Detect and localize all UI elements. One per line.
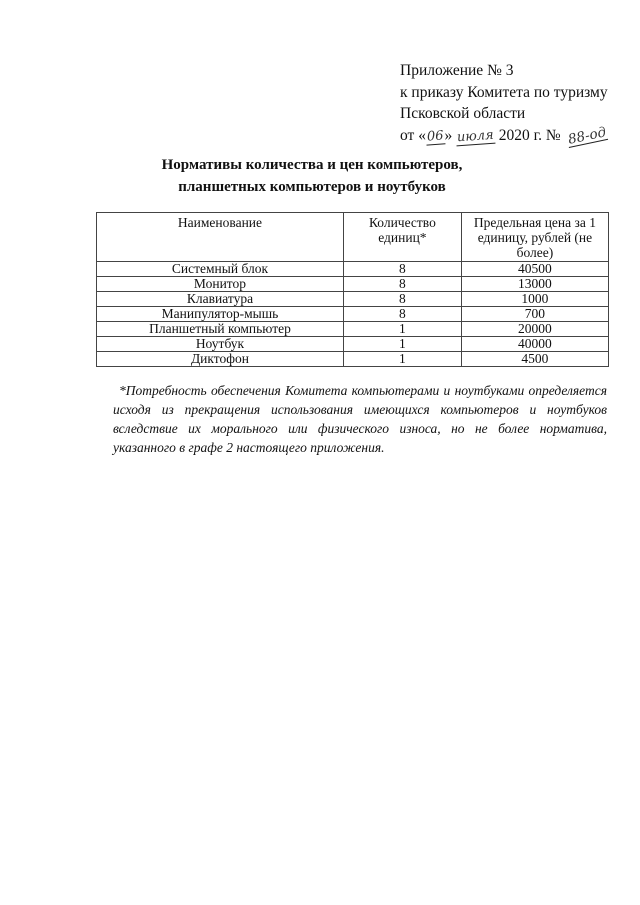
row-qty: 8 (343, 292, 461, 307)
row-qty: 1 (343, 352, 461, 367)
document-title (0, 154, 632, 198)
row-qty: 8 (343, 307, 461, 322)
handwritten-month: июля (456, 127, 495, 145)
row-name: Диктофон (97, 352, 344, 367)
appendix-block (400, 60, 630, 146)
row-price: 1000 (461, 292, 608, 307)
title-line-1: Нормативы количества и цен компьютеров, (161, 157, 463, 173)
table-row (97, 307, 609, 322)
row-price: 20000 (461, 322, 608, 337)
handwritten-day: 06 (426, 127, 444, 145)
table-row (97, 322, 609, 337)
row-price: 40500 (461, 262, 608, 277)
header-price: Предельная цена за 1 единицу, рублей (не более) (461, 213, 608, 262)
table-header-row (97, 213, 609, 262)
row-price: 13000 (461, 277, 608, 292)
table-row (97, 262, 609, 277)
handwritten-number: 88-од (566, 123, 608, 148)
row-name: Ноутбук (97, 337, 344, 352)
date-sep: » (444, 126, 453, 144)
header-name: Наименование (97, 213, 344, 262)
date-year: 2020 г. № (498, 126, 561, 144)
appendix-region: Псковской области (400, 105, 526, 122)
row-qty: 1 (343, 322, 461, 337)
appendix-order-ref: к приказу Комитета по туризму (400, 83, 608, 101)
row-name: Монитор (97, 277, 344, 292)
row-name: Планшетный компьютер (97, 322, 344, 337)
row-price: 4500 (461, 352, 608, 367)
appendix-title: Приложение № 3 (400, 62, 514, 79)
header-qty: Количество единиц* (343, 213, 461, 262)
table-row (97, 292, 609, 307)
appendix-date-line (400, 125, 630, 147)
row-qty: 1 (343, 337, 461, 352)
row-qty: 8 (343, 262, 461, 277)
footnote: *Потребность обеспечения Комитета компьютерами и ноутбуками определяется исходя из прекращения использования имеющихся компьютеров и ноутбуков вследствие их морального или физического износа, но не более норматива, указанного в графе 2 настоящего приложения. (113, 383, 607, 455)
table-row (97, 337, 609, 352)
date-prefix: от « (400, 126, 426, 144)
row-name: Системный блок (97, 262, 344, 277)
row-name: Манипулятор-мышь (97, 307, 344, 322)
title-line-2: планшетных компьютеров и ноутбуков (178, 179, 446, 195)
table-row (97, 352, 609, 367)
row-name: Клавиатура (97, 292, 344, 307)
row-price: 40000 (461, 337, 608, 352)
row-price: 700 (461, 307, 608, 322)
norms-table (96, 212, 609, 367)
table-row (97, 277, 609, 292)
row-qty: 8 (343, 277, 461, 292)
